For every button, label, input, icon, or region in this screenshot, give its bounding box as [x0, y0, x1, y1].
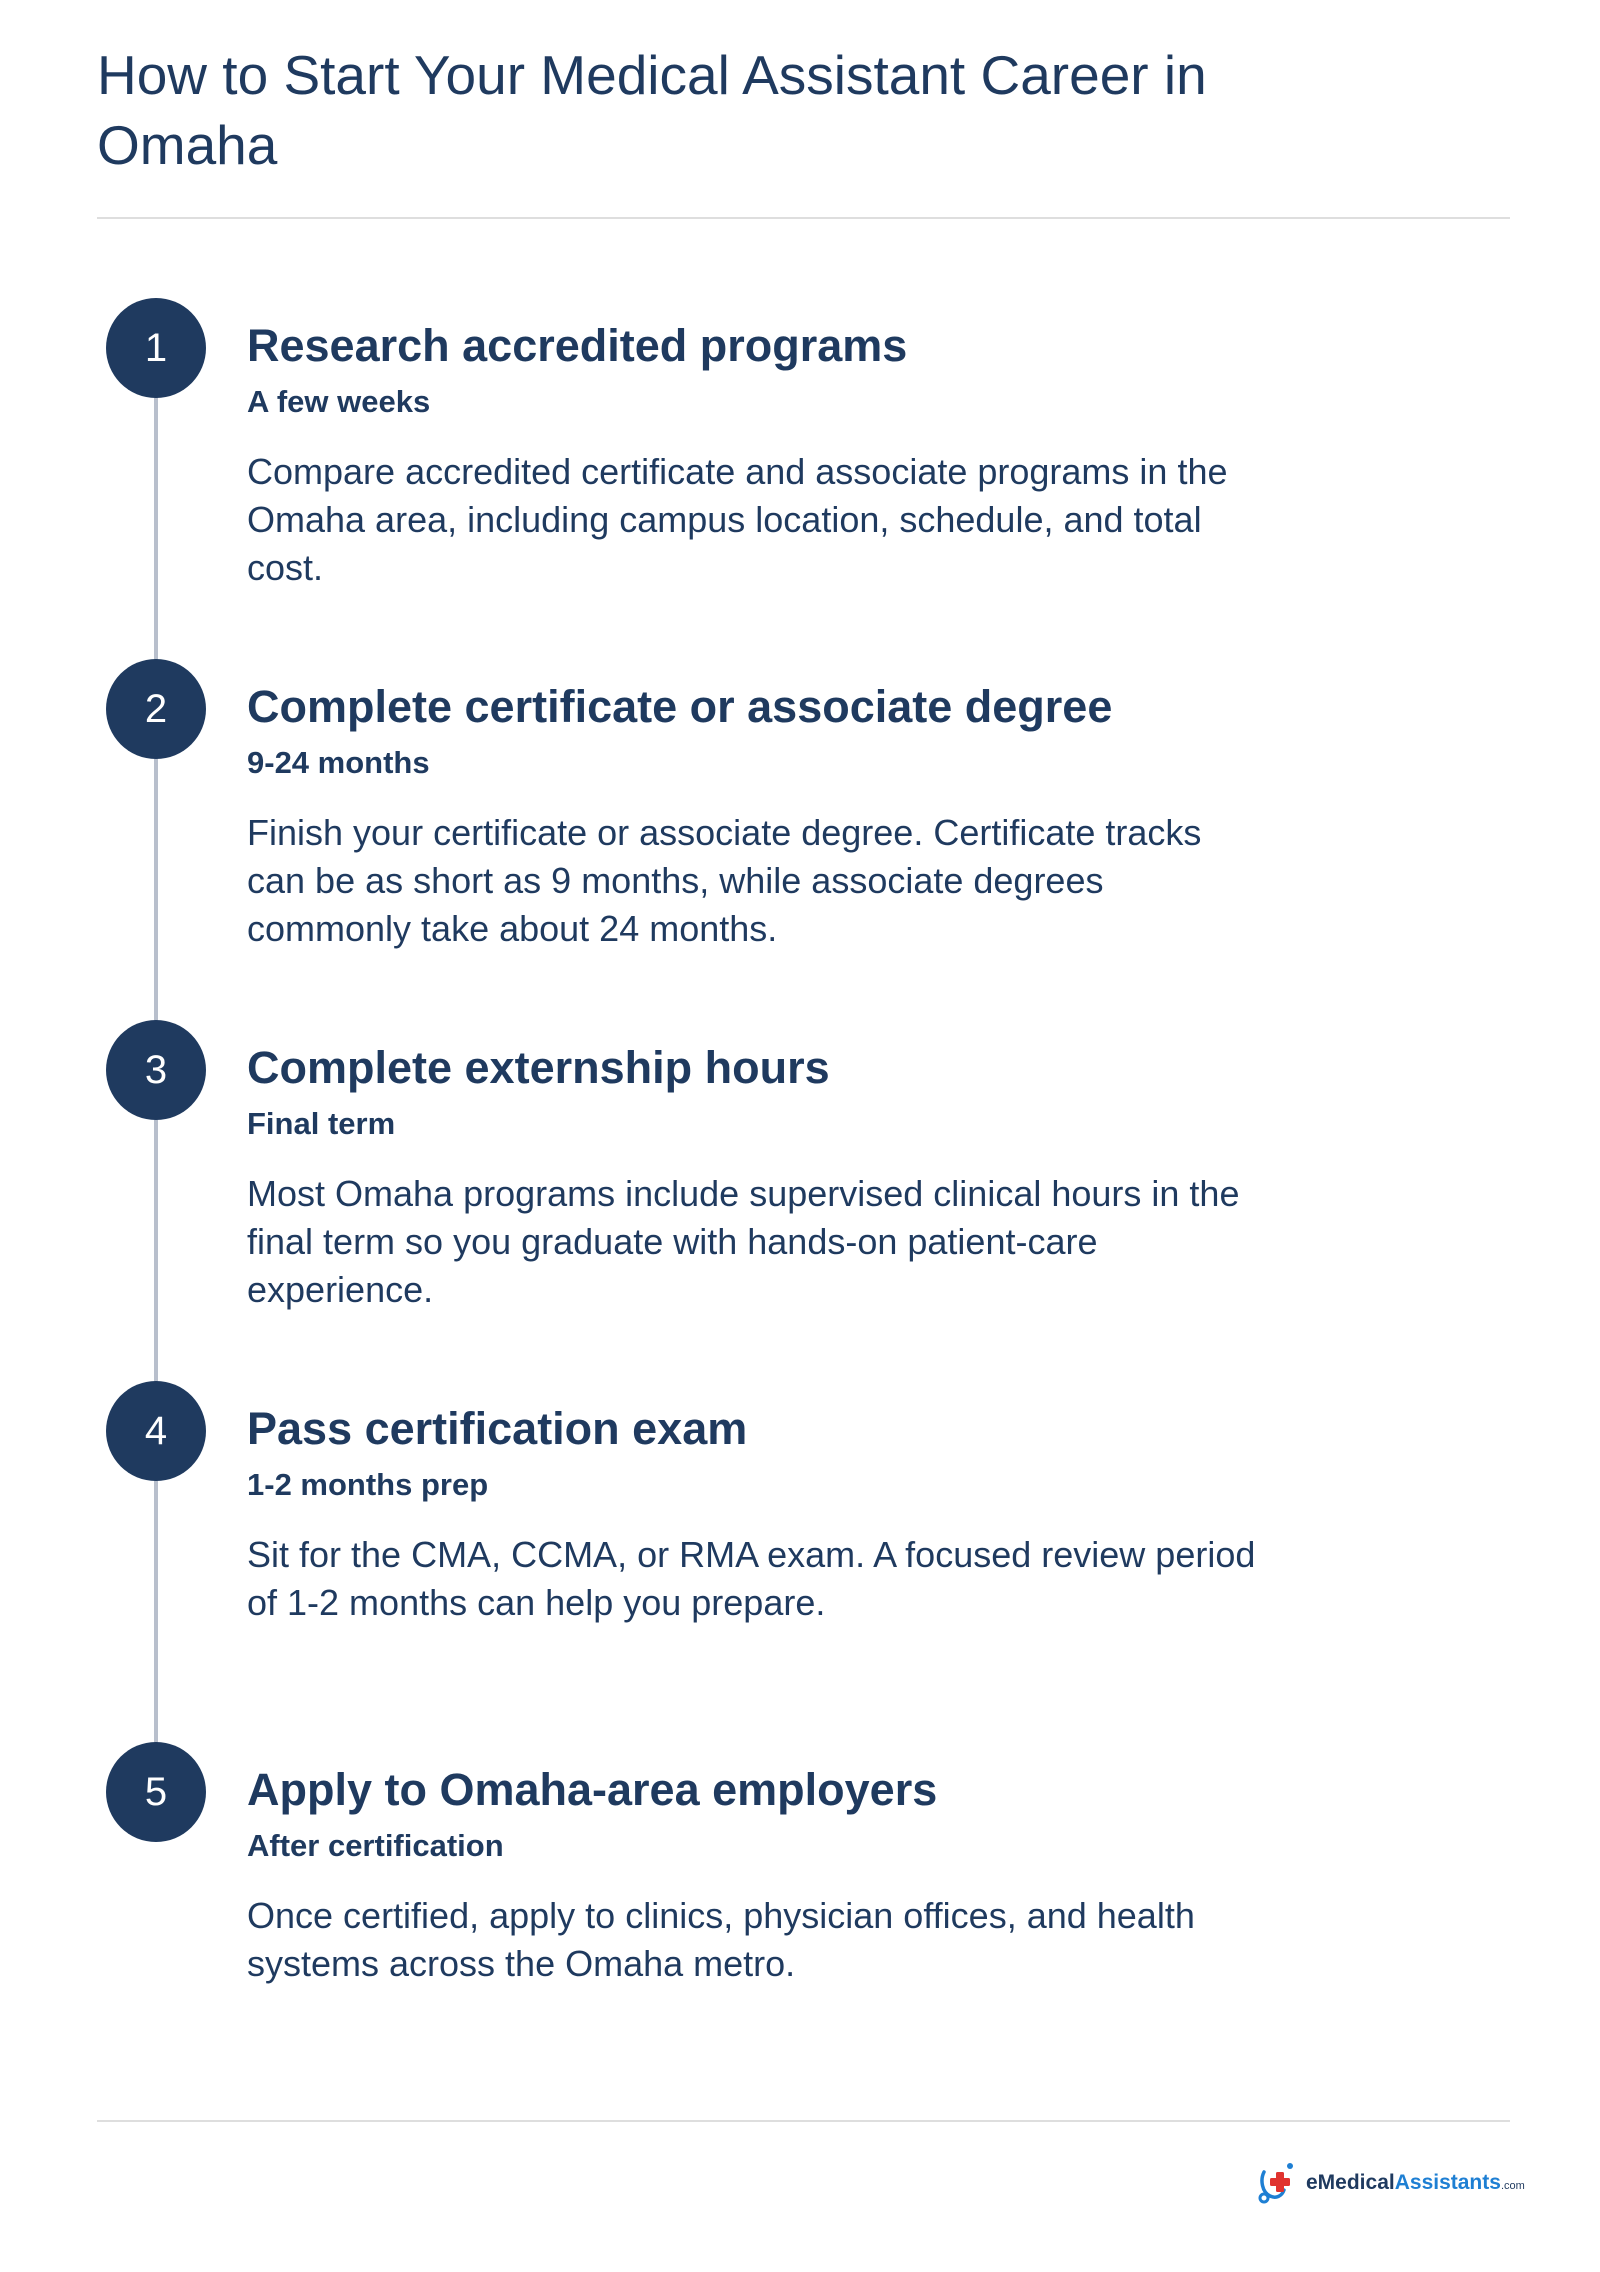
step-number-badge: 1: [106, 298, 206, 398]
step-number-badge: 5: [106, 1742, 206, 1842]
step-duration: Final term: [247, 1106, 396, 1141]
step-description: Finish your certificate or associate degree. Certificate tracks can be as short as 9 months, while associate degrees commonly take about 24 months.: [247, 812, 1202, 949]
step-title: Pass certification exam: [247, 1403, 748, 1454]
step-duration: 1-2 months prep: [247, 1467, 489, 1502]
step-duration: 9-24 months: [247, 745, 430, 780]
step-description: Compare accredited certificate and associate programs in the Omaha area, including campus location, schedule, and total cost.: [247, 451, 1228, 588]
step-title: Research accredited programs: [247, 320, 908, 371]
logo-text-part3: .com: [1500, 2180, 1525, 2192]
stethoscope-cross-icon: [1254, 2160, 1300, 2206]
step-number-badge: 2: [106, 659, 206, 759]
logo-wordmark: [1306, 2171, 1525, 2195]
step-duration: A few weeks: [247, 384, 431, 419]
emedicalassistants-logo: [1254, 2158, 1525, 2208]
step-number-badge: 3: [106, 1020, 206, 1120]
step-description: Most Omaha programs include supervised clinical hours in the final term so you graduate with hands-on patient-care experience.: [247, 1173, 1240, 1310]
step-description: Once certified, apply to clinics, physician offices, and health systems across the Omaha metro.: [247, 1895, 1195, 1984]
footer-divider: [97, 2120, 1510, 2122]
header-divider: [97, 217, 1510, 219]
logo-text-part2: Assistants: [1394, 2171, 1501, 2194]
step-number-badge: 4: [106, 1381, 206, 1481]
step-duration: After certification: [247, 1828, 504, 1863]
step-title: Complete certificate or associate degree: [247, 681, 1113, 732]
logo-text-part1: eMedical: [1306, 2171, 1395, 2194]
step-description: Sit for the CMA, CCMA, or RMA exam. A focused review period of 1-2 months can help you prepare.: [247, 1534, 1256, 1623]
step-title: Complete externship hours: [247, 1042, 830, 1093]
step-title: Apply to Omaha-area employers: [247, 1764, 938, 1815]
page-title: How to Start Your Medical Assistant Career in Omaha: [97, 44, 1207, 176]
